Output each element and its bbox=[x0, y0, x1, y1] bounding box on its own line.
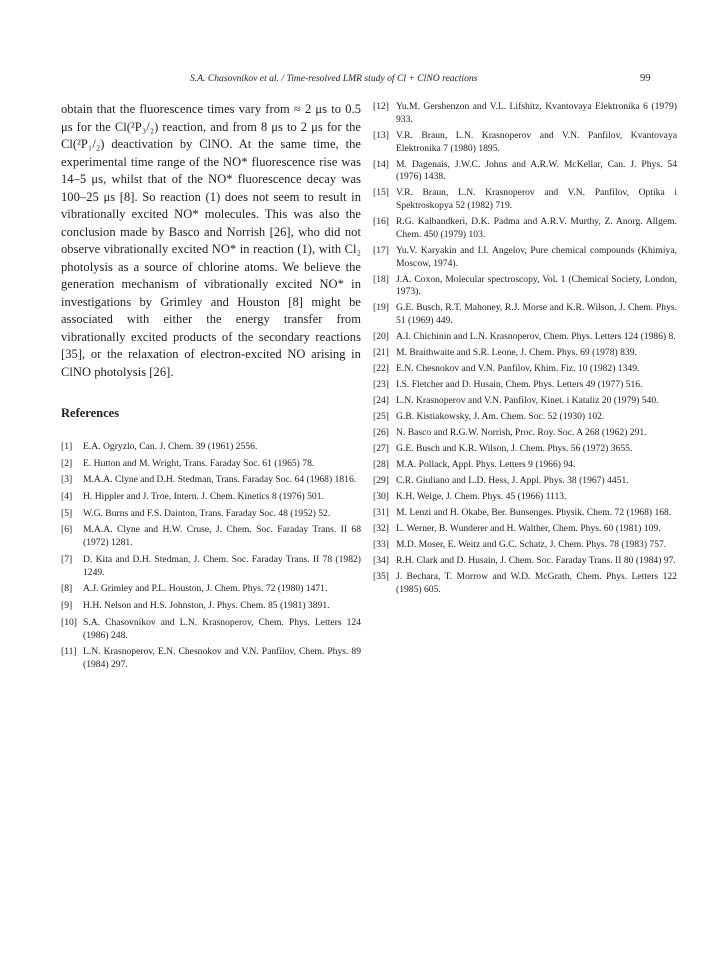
running-head: S.A. Chasovnikov et al. / Time-resolved LMR study of Cl + ClNO reactions bbox=[190, 73, 478, 84]
reference-number: [1] bbox=[61, 441, 73, 452]
body-paragraph: obtain that the fluorescence times vary from ≈ 2 μs to 0.5 μs for the Cl(²P₃/₂) reaction, and from 8 μs to 2 μs for the Cl(²P₁/₂) deactivation by ClNO. At the same time, the experimental time range of the NO* fluorescence rise was 14–5 μs, whilst that of the NO* fluorescence decay was 100–25 μs [8]. So reaction (1) does not seem to result in vibrationally excited NO* molecules. This was also the conclusion made by Basco and Norrish [26], who did not observe vibrationally excited NO* in reaction (1), with Cl₂ photolysis as a source of chlorine atoms. We believe the generation mechanism of vibrationally excited NO* in investigations by Grimley and Houston [8] might be associated with either the energy transfer from vibrationally excited products of the secondary reactions [35], or the relaxation of electron-excited NO arising in ClNO photolysis [26]. bbox=[61, 102, 361, 379]
reference-text: G.E. Busch, R.T. Mahoney, R.J. Morse and K.R. Wilson, J. Chem. Phys. 51 (1969) 449. bbox=[396, 302, 677, 327]
reference-text: E.A. Ogryzlo, Can. J. Chem. 39 (1961) 2556. bbox=[83, 441, 258, 452]
reference-text: H. Hippler and J. Troe, Intern. J. Chem. Kinetics 8 (1976) 501. bbox=[83, 491, 324, 503]
reference-number: [11] bbox=[61, 646, 77, 658]
reference-number: [9] bbox=[61, 600, 73, 612]
reference-item bbox=[373, 411, 677, 424]
reference-item bbox=[373, 363, 677, 376]
reference-number: [22] bbox=[373, 363, 389, 375]
reference-item bbox=[373, 523, 677, 536]
reference-item bbox=[373, 427, 677, 440]
reference-item bbox=[373, 539, 677, 552]
reference-item bbox=[373, 475, 677, 488]
reference-item bbox=[373, 555, 677, 568]
page-number: 99 bbox=[640, 73, 651, 84]
reference-text: M. Braithwaite and S.R. Leone, J. Chem. Phys. 69 (1978) 839. bbox=[396, 347, 637, 359]
reference-text: C.R. Giuliano and L.D. Hess, J. Appl. Phys. 38 (1967) 4451. bbox=[396, 475, 629, 487]
reference-item bbox=[61, 491, 361, 504]
reference-item bbox=[61, 508, 361, 521]
reference-text: I.S. Fletcher and D. Husain, Chem. Phys. Letters 49 (1977) 516. bbox=[396, 379, 643, 391]
reference-text: K.H. Welge, J. Chem. Phys. 45 (1966) 1113. bbox=[396, 491, 567, 503]
reference-number: [34] bbox=[373, 555, 389, 567]
reference-item bbox=[61, 600, 361, 613]
reference-text: E.N. Chesnokov and V.N. Panfilov, Khim. Fiz. 10 (1982) 1349. bbox=[396, 363, 640, 375]
reference-number: [19] bbox=[373, 302, 389, 314]
reference-text: M.A.A. Clyne and H.W. Cruse, J. Chem. Soc. Faraday Trans. II 68 (1972) 1281. bbox=[83, 524, 361, 549]
reference-number: [10] bbox=[61, 616, 77, 628]
reference-text: M. Lenzi and H. Okabe, Ber. Bunsenges. Physik. Chem. 72 (1968) 168. bbox=[396, 507, 672, 519]
reference-number: [5] bbox=[61, 507, 73, 519]
reference-text: M.A.A. Clyne and D.H. Stedman, Trans. Faraday Soc. 64 (1968) 1816. bbox=[83, 474, 357, 486]
reference-text: Yu.V. Karyakin and I.I. Angelov, Pure chemical compounds (Khimiya, Moscow, 1974). bbox=[396, 244, 677, 269]
reference-number: [16] bbox=[373, 216, 389, 228]
reference-item bbox=[61, 474, 361, 487]
reference-number: [21] bbox=[373, 347, 389, 359]
reference-text: M. Dagenais, J.W.C. Johns and A.R.W. McKellar, Can. J. Phys. 54 (1976) 1438. bbox=[396, 158, 677, 183]
reference-item bbox=[373, 101, 677, 127]
reference-text: V.R. Braun, L.N. Krasnoperov and V.N. Panfilov, Optika i Spektroskopya 52 (1982) 719. bbox=[396, 187, 677, 212]
reference-number: [30] bbox=[373, 491, 389, 503]
reference-text: S.A. Chasovnikov and L.N. Krasnoperov, Chem. Phys. Letters 124 (1986) 248. bbox=[83, 616, 361, 641]
reference-number: [31] bbox=[373, 507, 389, 519]
reference-number: [12] bbox=[373, 101, 389, 112]
reference-item bbox=[373, 331, 677, 344]
reference-text: M.A. Pollack, Appl. Phys. Letters 9 (1966) 94. bbox=[396, 459, 576, 471]
reference-number: [18] bbox=[373, 273, 389, 285]
reference-number: [8] bbox=[61, 583, 73, 595]
reference-item bbox=[373, 130, 677, 156]
reference-text: H.H. Nelson and H.S. Johnston, J. Phys. Chem. 85 (1981) 3891. bbox=[83, 600, 330, 612]
reference-number: [15] bbox=[373, 187, 389, 199]
left-column bbox=[61, 101, 361, 676]
reference-text: A.J. Grimley and P.L. Houston, J. Chem. Phys. 72 (1980) 1471. bbox=[83, 583, 328, 595]
reference-text: Yu.M. Gershenzon and V.L. Lifshitz, Kvantovaya Elektronika 6 (1979) 933. bbox=[396, 101, 677, 125]
reference-text: E. Hutton and M. Wright, Trans. Faraday Soc. 61 (1965) 78. bbox=[83, 457, 315, 469]
reference-item bbox=[373, 302, 677, 328]
reference-text: A.I. Chichinin and L.N. Krasnoperov, Chem. Phys. Letters 124 (1986) 8. bbox=[396, 331, 676, 343]
reference-item bbox=[61, 458, 361, 471]
reference-text: M.D. Moser, E. Weitz and G.C. Schatz, J. Chem. Phys. 78 (1983) 757. bbox=[396, 539, 667, 551]
reference-item bbox=[373, 274, 677, 300]
reference-number: [4] bbox=[61, 491, 73, 503]
reference-item bbox=[61, 524, 361, 550]
reference-item bbox=[373, 245, 677, 271]
reference-item bbox=[373, 491, 677, 504]
reference-item bbox=[373, 571, 677, 597]
reference-number: [6] bbox=[61, 524, 73, 536]
reference-number: [13] bbox=[373, 129, 389, 141]
reference-text: L.N. Krasnoperov and V.N. Panfilov, Kinet. i Kataliz 20 (1979) 540. bbox=[396, 395, 659, 407]
reference-number: [25] bbox=[373, 411, 389, 423]
reference-number: [23] bbox=[373, 379, 389, 391]
reference-text: W.G. Burns and F.S. Dainton, Trans. Faraday Soc. 48 (1952) 52. bbox=[83, 507, 331, 519]
reference-text: J. Bechara, T. Morrow and W.D. McGrath, Chem. Phys. Letters 122 (1985) 605. bbox=[396, 571, 677, 595]
reference-item bbox=[61, 583, 361, 596]
reference-item bbox=[373, 159, 677, 185]
reference-item bbox=[373, 395, 677, 408]
reference-number: [35] bbox=[373, 571, 389, 583]
reference-number: [14] bbox=[373, 158, 389, 170]
reference-item bbox=[61, 441, 361, 454]
references-heading: References bbox=[61, 406, 120, 420]
reference-text: N. Basco and R.G.W. Norrish, Proc. Roy. Soc. A 268 (1962) 291. bbox=[396, 427, 647, 439]
reference-text: R.H. Clark and D. Husain, J. Chem. Soc. Faraday Trans. II 80 (1984) 97. bbox=[396, 555, 676, 567]
reference-number: [29] bbox=[373, 475, 389, 487]
reference-text: J.A. Coxon, Molecular spectroscopy, Vol. 1 (Chemical Society, London, 1973). bbox=[396, 273, 677, 298]
reference-text: G.E. Busch and K.R. Wilson, J. Chem. Phys. 56 (1972) 3655. bbox=[396, 443, 633, 455]
reference-number: [26] bbox=[373, 427, 389, 439]
reference-text: V.R. Braun, L.N. Krasnoperov and V.N. Panfilov, Kvantovaya Elektronika 7 (1980) 1895. bbox=[396, 129, 677, 154]
reference-item bbox=[61, 554, 361, 580]
reference-text: R.G. Kalbandkeri, D.K. Padma and A.R.V. Murthy, Z. Anorg. Allgem. Chem. 450 (1979) 103. bbox=[396, 216, 677, 240]
reference-item bbox=[373, 347, 677, 360]
reference-item bbox=[373, 187, 677, 213]
right-column bbox=[373, 101, 677, 600]
reference-number: [7] bbox=[61, 553, 73, 565]
reference-item bbox=[373, 443, 677, 456]
reference-item bbox=[61, 646, 361, 672]
reference-number: [28] bbox=[373, 459, 389, 471]
reference-number: [24] bbox=[373, 395, 389, 407]
reference-text: L.N. Krasnoperov, E.N. Chesnokov and V.N. Panfilov, Chem. Phys. 89 (1984) 297. bbox=[83, 646, 361, 671]
reference-number: [3] bbox=[61, 474, 73, 486]
reference-item bbox=[373, 507, 677, 520]
reference-number: [2] bbox=[61, 457, 73, 469]
reference-number: [32] bbox=[373, 523, 389, 535]
reference-list-left bbox=[61, 441, 361, 672]
reference-item bbox=[61, 617, 361, 643]
reference-number: [27] bbox=[373, 443, 389, 455]
reference-list-right bbox=[373, 101, 677, 597]
reference-text: G.B. Kistiakowsky, J. Am. Chem. Soc. 52 (1930) 102. bbox=[396, 411, 605, 423]
reference-item bbox=[373, 379, 677, 392]
reference-number: [17] bbox=[373, 244, 389, 256]
reference-item bbox=[373, 459, 677, 472]
reference-text: L. Werner, B. Wunderer and H. Walther, Chem. Phys. 60 (1981) 109. bbox=[396, 523, 661, 535]
reference-item bbox=[373, 216, 677, 242]
reference-text: D. Kita and D.H. Stedman, J. Chem. Soc. Faraday Trans. II 78 (1982) 1249. bbox=[83, 553, 361, 578]
reference-number: [33] bbox=[373, 539, 389, 551]
reference-number: [20] bbox=[373, 331, 389, 343]
